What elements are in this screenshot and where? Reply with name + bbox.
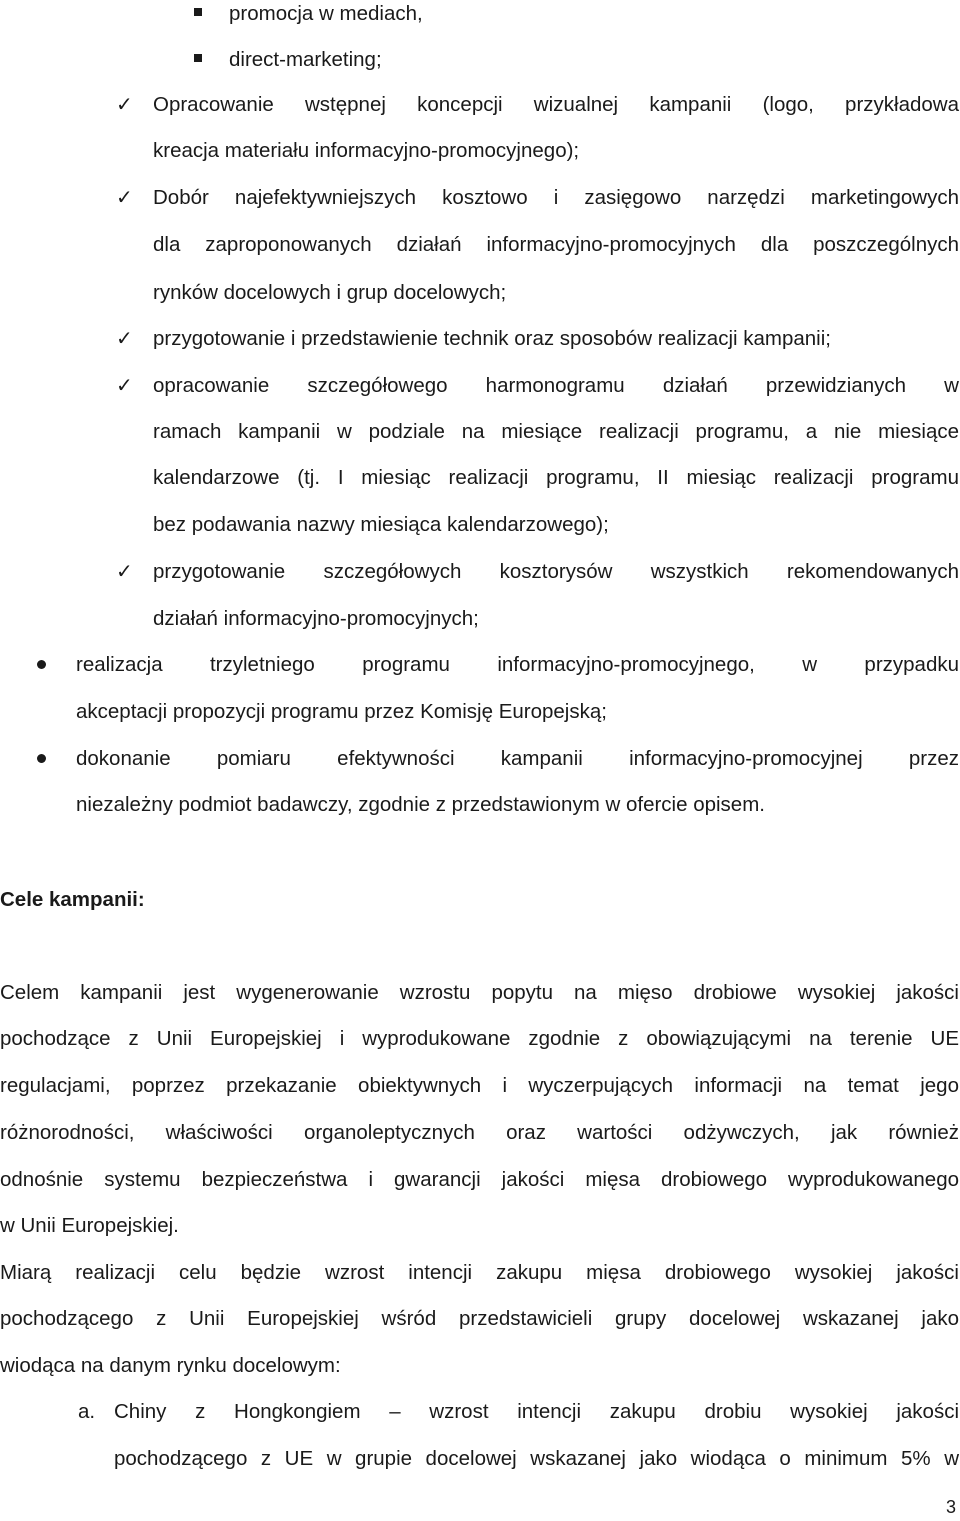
bullet-item-line: akceptacji propozycji programu przez Komisję Europejską;	[76, 700, 607, 723]
check-item-line: kalendarzowe (tj. I miesiąc realizacji programu, II miesiąc realizacji programu	[153, 466, 959, 489]
paragraph-line: odnośnie systemu bezpieczeństwa i gwarancji jakości mięsa drobiowego wyprodukowanego	[0, 1168, 959, 1191]
check-item-line: Opracowanie wstępnej koncepcji wizualnej kampanii (logo, przykładowa	[153, 93, 959, 116]
check-item-line: ramach kampanii w podziale na miesiące realizacji programu, a nie miesiące	[153, 420, 959, 443]
list-marker: a.	[78, 1400, 96, 1423]
check-item-line: rynków docelowych i grup docelowych;	[153, 281, 507, 304]
checkmark-icon: ✓	[116, 326, 133, 350]
square-bullet-icon	[194, 8, 202, 16]
check-item-line: Dobór najefektywniejszych kosztowo i zasięgowo narzędzi marketingowych	[153, 186, 959, 209]
bullet-item-line: realizacja trzyletniego programu informacyjno-promocyjnego, w przypadku	[76, 653, 959, 676]
bullet-item-line: niezależny podmiot badawczy, zgodnie z przedstawionym w ofercie opisem.	[76, 793, 765, 816]
paragraph-line: pochodzącego z Unii Europejskiej wśród przedstawicieli grupy docelowej wskazanej jako	[0, 1307, 959, 1330]
paragraph-line: w Unii Europejskiej.	[0, 1214, 179, 1237]
check-item-line: bez podawania nazwy miesiąca kalendarzowego);	[153, 513, 609, 536]
paragraph-line: Miarą realizacji celu będzie wzrost intencji zakupu mięsa drobiowego wysokiej jakości	[0, 1261, 959, 1284]
bullet-item-line: dokonanie pomiaru efektywności kampanii informacyjno-promocyjnej przez	[76, 747, 959, 770]
paragraph-line: wiodąca na danym rynku docelowym:	[0, 1354, 341, 1377]
paragraph-line: różnorodności, właściwości organoleptycznych oraz wartości odżywczych, jak również	[0, 1121, 959, 1144]
list-item-line: Chiny z Hongkongiem – wzrost intencji zakupu drobiu wysokiej jakości	[114, 1400, 959, 1423]
check-item-line: dla zaproponowanych działań informacyjno-promocyjnych dla poszczególnych	[153, 233, 959, 256]
check-item-line: przygotowanie i przedstawienie technik oraz sposobów realizacji kampanii;	[153, 327, 831, 350]
checkmark-icon: ✓	[116, 373, 133, 397]
bullet-icon	[37, 660, 46, 669]
check-item-line: działań informacyjno-promocyjnych;	[153, 607, 479, 630]
check-item-line: kreacja materiału informacyjno-promocyjnego);	[153, 139, 580, 162]
sub-bullet-item: promocja w mediach,	[229, 2, 423, 25]
checkmark-icon: ✓	[116, 185, 133, 209]
bullet-icon	[37, 754, 46, 763]
paragraph-line: regulacjami, poprzez przekazanie obiektywnych i wyczerpujących informacji na temat jego	[0, 1074, 959, 1097]
page-number: 3	[945, 1497, 956, 1517]
check-item-line: opracowanie szczegółowego harmonogramu działań przewidzianych w	[153, 374, 959, 397]
square-bullet-icon	[194, 54, 202, 62]
check-item-line: przygotowanie szczegółowych kosztorysów wszystkich rekomendowanych	[153, 560, 959, 583]
paragraph-line: pochodzące z Unii Europejskiej i wyprodukowane zgodnie z obowiązującymi na terenie UE	[0, 1027, 959, 1050]
checkmark-icon: ✓	[116, 92, 133, 116]
list-item-line: pochodzącego z UE w grupie docelowej wskazanej jako wiodąca o minimum 5% w	[114, 1447, 959, 1470]
checkmark-icon: ✓	[116, 559, 133, 583]
section-heading: Cele kampanii:	[0, 888, 145, 911]
sub-bullet-item: direct-marketing;	[229, 48, 382, 71]
paragraph-line: Celem kampanii jest wygenerowanie wzrostu popytu na mięso drobiowe wysokiej jakości	[0, 981, 959, 1004]
